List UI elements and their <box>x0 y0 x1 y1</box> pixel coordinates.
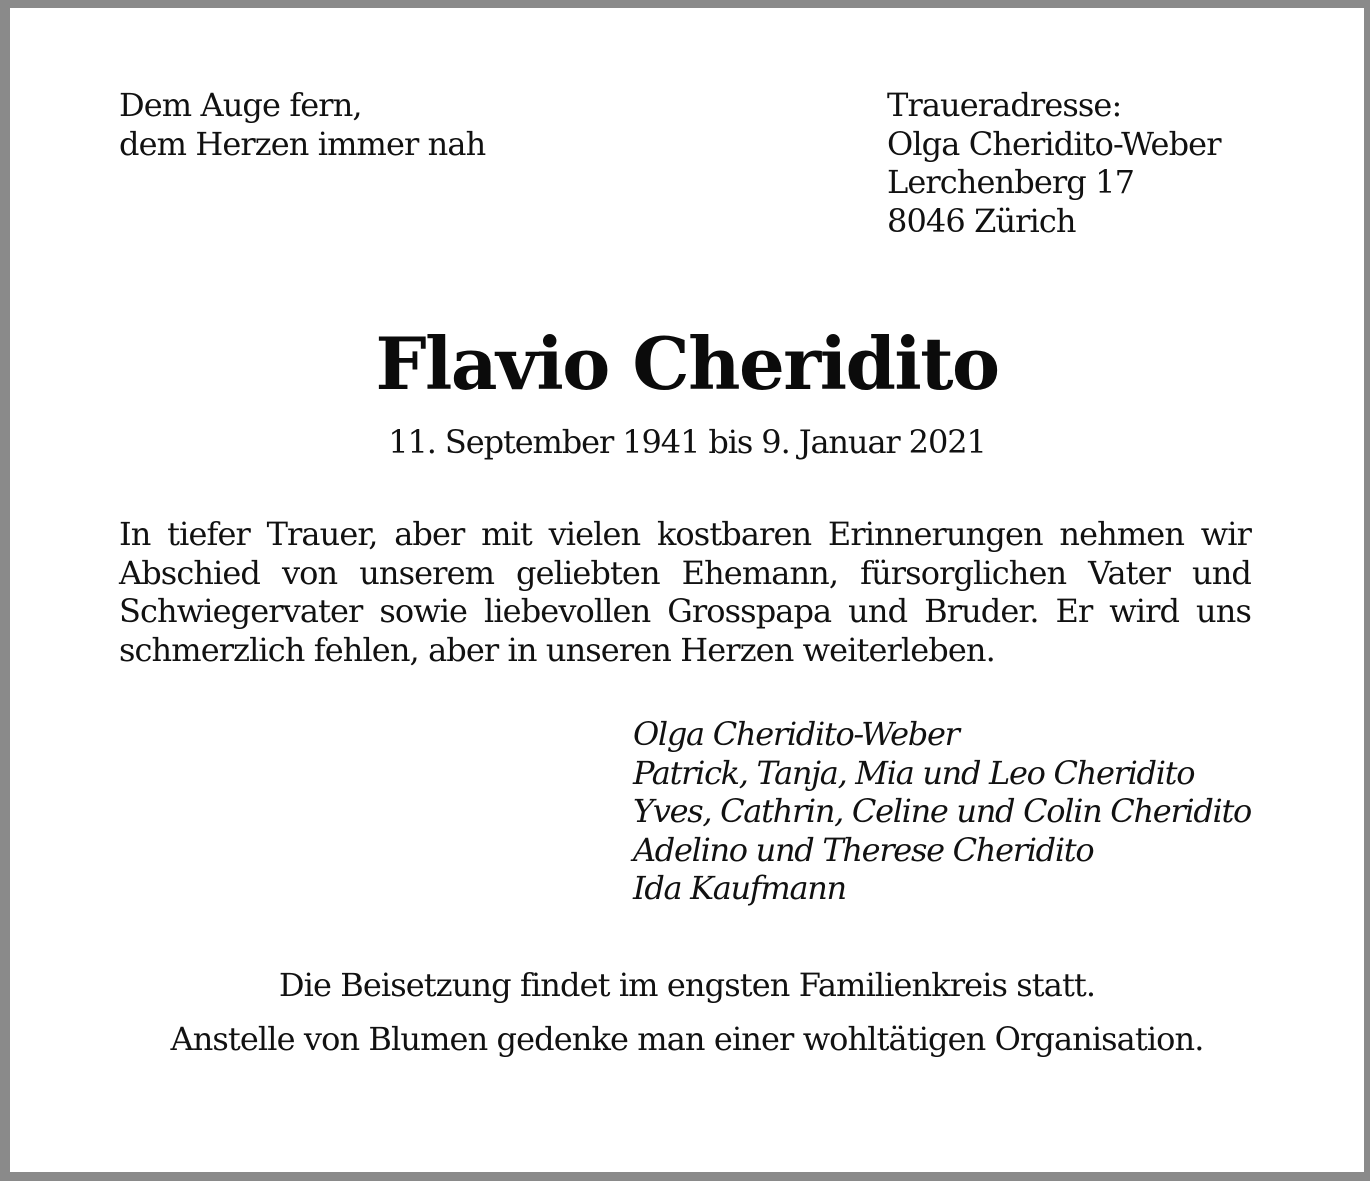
motto-line: dem Herzen immer nah <box>119 124 486 163</box>
mourner-entry: Patrick, Tanja, Mia und Leo Cheridito <box>633 753 1195 792</box>
deceased-name: Flavio Cheridito <box>375 321 999 406</box>
donation-note: Anstelle von Blumen gedenke man einer wohltätigen Organisation. <box>170 1020 1204 1058</box>
mourner-entry: Adelino und Therese Cheridito <box>633 830 1094 869</box>
mourning-message: In tiefer Trauer, aber mit vielen kostbaren Erinnerungen nehmen wir Abschied von unserem geliebten Ehemann, fürsorglichen Vater und Schwiegervater sowie liebevollen Grosspapa und Bruder. Er wird uns schmerzlich fehlen, aber in unseren Herzen weiterleben. <box>119 515 1251 669</box>
mourners-list <box>633 715 1251 908</box>
motto-line: Dem Auge fern, <box>119 86 362 124</box>
burial-note: Die Beisetzung findet im engsten Familienkreis statt. <box>278 966 1096 1004</box>
address-city: 8046 Zürich <box>887 201 1076 240</box>
address-name: Olga Cheridito-Weber <box>887 124 1221 163</box>
life-dates: 11. September 1941 bis 9. Januar 2021 <box>388 423 986 461</box>
motto <box>119 86 485 163</box>
mourning-address <box>887 86 1221 240</box>
mourner-entry: Ida Kaufmann <box>633 869 846 907</box>
address-heading: Traueradresse: <box>887 86 1122 124</box>
mourner-entry: Olga Cheridito-Weber <box>633 715 959 753</box>
address-street: Lerchenberg 17 <box>887 163 1135 201</box>
mourner-entry: Yves, Cathrin, Celine und Colin Cheridito <box>633 792 1252 830</box>
